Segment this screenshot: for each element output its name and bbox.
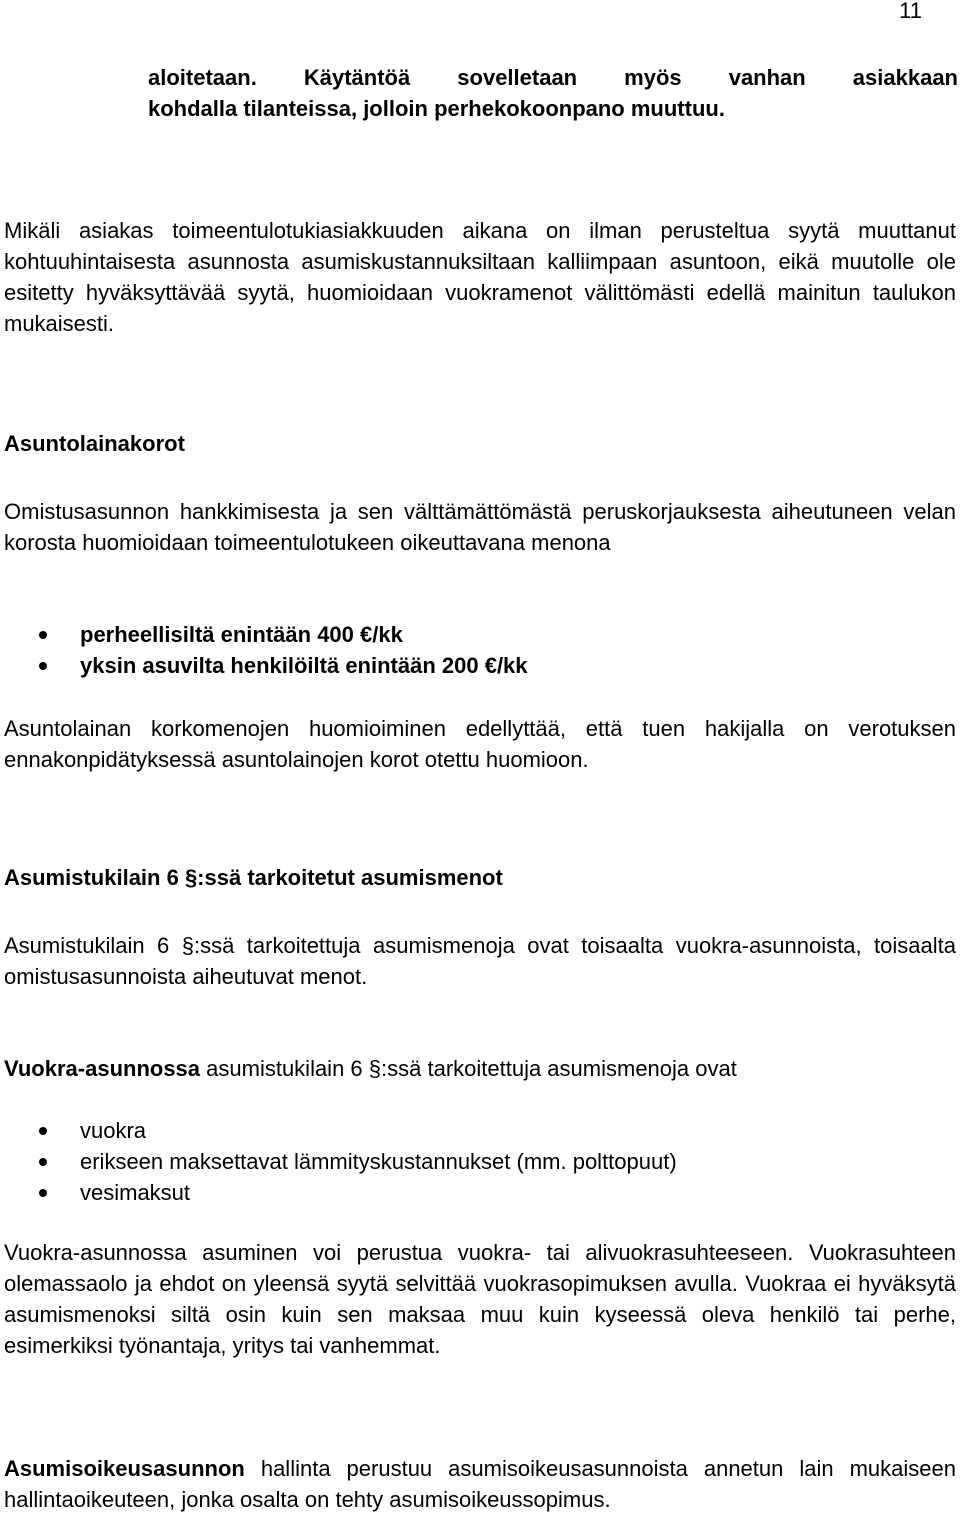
rental-lead-paragraph <box>4 1053 956 1084</box>
rental-cost-heating: erikseen maksettavat lämmityskustannukset (mm. polttopuut) <box>80 1149 677 1174</box>
housing-costs-paragraph: Asumistukilain 6 §:ssä tarkoitettuja asumismenoja ovat toisaalta vuokra-asunnoista, toisaalta omistusasunnoista aiheutuvat menot. <box>4 933 956 989</box>
list-item <box>0 1115 956 1146</box>
list-item <box>0 1146 956 1177</box>
rental-paragraph: Vuokra-asunnossa asuminen voi perustua vuokra- tai alivuokrasuhteeseen. Vuokrasuhteen olemassaolo ja ehdot on yleensä syytä selvittää vuokrasopimuksen avulla. Vuokraa ei hyväksytä asumismenoksi siltä osin kuin sen maksaa muu kuin kyseessä oleva henkilö tai perhe, esimerkiksi työnantaja, yritys tai vanhemmat. <box>4 1240 956 1358</box>
right-of-occupancy-paragraph <box>4 1453 956 1515</box>
list-item <box>0 619 956 650</box>
page-number: 11 <box>899 0 922 23</box>
rental-lead-text: asumistukilain 6 §:ssä tarkoitettuja asumismenoja ovat <box>200 1056 737 1081</box>
rental-cost-water: vesimaksut <box>80 1180 191 1205</box>
list-item <box>0 1177 956 1208</box>
bullet-icon <box>39 1127 47 1135</box>
list-item <box>0 650 956 681</box>
right-of-occupancy-term: Asumisoikeusasunnon <box>4 1456 245 1481</box>
intro-line-1: aloitetaan. Käytäntöä sovelletaan myös vanhan asiakkaan <box>148 65 958 90</box>
right-of-occupancy-text: hallinta perustuu asumisoikeusasunnoista annetun lain mukaiseen hallintaoikeuteen, jonka osalta on tehty asumisoikeussopimus. <box>4 1456 956 1512</box>
bullet-icon <box>39 1189 47 1197</box>
rental-costs-list <box>0 1115 956 1208</box>
intro-paragraph <box>148 62 958 124</box>
loan-interest-paragraph: Omistusasunnon hankkimisesta ja sen välttämättömästä peruskorjauksesta aiheutuneen velan korosta huomioidaan toimeentulotukeen oikeuttavana menona <box>4 499 956 555</box>
bullet-icon <box>39 631 47 639</box>
intro-line-2: kohdalla tilanteissa, jolloin perhekokoonpano muuttuu. <box>148 96 725 121</box>
loan-limit-family: perheellisiltä enintään 400 €/kk <box>80 622 403 647</box>
loan-limit-single: yksin asuvilta henkilöiltä enintään 200 €/kk <box>80 653 528 678</box>
housing-costs-heading: Asumistukilain 6 §:ssä tarkoitetut asumismenot <box>4 865 503 890</box>
loan-interest-heading: Asuntolainakorot <box>4 431 185 456</box>
rent-paragraph: Mikäli asiakas toimeentulotukiasiakkuuden aikana on ilman perusteltua syytä muuttanut kohtuuhintaisesta asunnosta asumiskustannuksiltaan kalliimpaan asuntoon, eikä muutolle ole esitetty hyväksyttävää syytä, huomioidaan vuokramenot välittömästi edellä mainitun taulukon mukaisesti. <box>4 218 956 336</box>
loan-limits-list <box>0 619 956 681</box>
bullet-icon <box>39 1158 47 1166</box>
rental-cost-rent: vuokra <box>80 1118 147 1143</box>
rental-lead-term: Vuokra-asunnossa <box>4 1056 201 1081</box>
bullet-icon <box>39 662 47 670</box>
loan-condition-paragraph: Asuntolainan korkomenojen huomioiminen edellyttää, että tuen hakijalla on verotuksen ennakonpidätyksessä asuntolainojen korot otettu huomioon. <box>4 716 956 772</box>
